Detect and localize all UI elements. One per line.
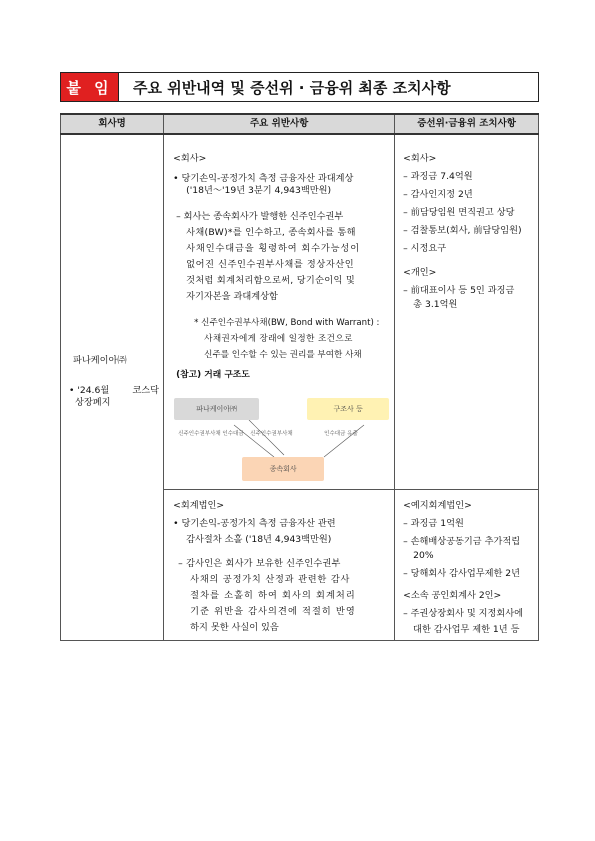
action-item: – 과징금 1억원 [403,518,464,529]
footnote-line: * 신주인수권부사채(BW, Bond with Warrant) : [194,318,380,328]
action-item: – 주권상장회사 및 지정회사에 [403,608,524,619]
page-title: 주요 위반내역 및 증선위 · 금융위 최종 조치사항 [133,78,451,97]
violation-desc-line: 절차를 소홀히 하여 회사의 회계처리 [190,590,356,601]
diagram-label: 신주인수권부사채 인수대금 [178,431,244,437]
violation-desc-line: – 감사인은 회사가 보유한 신주인수권부 [178,558,341,569]
footnote-line: 사채권자에게 장래에 일정한 조건으로 [204,334,353,344]
violation-desc-line: – 회사는 종속회사가 발행한 신주인수권부 [176,211,344,222]
arrow-line [324,425,364,457]
col-header-actions: 증선위·금융위 조치사항 [395,114,539,134]
section-heading: <예지회계법인> [403,500,472,511]
action-item: – 前담당임원 면직권고 상당 [403,207,515,218]
arrow-line [234,425,274,457]
col-header-violations: 주요 위반사항 [164,114,395,134]
violations-auditor-cell [164,490,395,641]
diagram-label: 인수대금 유출 [324,431,358,437]
violation-item-detail: 감사절차 소홀 ('18년 4,943백만원) [186,534,332,545]
violation-desc-line: 없어진 신주인수권부사채를 정상자산인 [186,259,355,270]
company-name: 파나케이아㈜ [73,355,127,366]
violation-item: • 당기손익-공정가치 측정 금융자산 관련 [173,518,336,529]
action-item: – 前대표이사 등 5인 과징금 [403,285,515,296]
section-heading: <회사> [403,153,437,164]
violation-desc-line: 것처럼 회계처리함으로써, 당기순이익 및 [186,275,356,286]
action-item: – 검찰통보(회사, 前담당임원) [403,225,522,236]
violation-item: • 당기손익-공정가치 측정 금융자산 과대계상 [173,173,354,184]
col-header-company: 회사명 [61,114,164,134]
action-item-detail: 20% [413,550,434,561]
action-item: – 시정요구 [403,243,447,254]
company-cell [61,134,164,641]
action-item-detail: 대한 감사업무 제한 1년 등 [413,624,520,635]
diagram-box-structure: 구조사 등 [307,398,389,420]
arrow-line [249,420,284,455]
violation-desc-line: 사채인수대금을 횡령하여 회수가능성이 [186,243,360,254]
delisting-line1: • '24.6월 코스닥 [69,385,159,396]
delisting-line2: 상장폐지 [75,397,111,408]
diagram-title: (참고) 거래 구조도 [176,370,250,380]
violation-desc-line: 사채의 공정가치 산정과 관련한 감사 [190,574,351,585]
actions-auditor-cell [395,490,539,641]
diagram-box-company: 파나케이아㈜ [174,398,259,420]
violation-desc-line: 자기자본을 과대계상함 [186,291,278,302]
diagram-label: 신주인수권부사채 [250,431,293,437]
violations-company-cell [164,134,395,490]
violation-desc-line: 기준 위반을 감사의견에 적절히 반영 [190,606,356,617]
violation-item-detail: ('18년～'19년 3분기 4,943백만원) [186,185,332,196]
footnote-line: 신주를 인수할 수 있는 권리를 부여한 사채 [204,350,362,360]
actions-company-cell [395,134,539,490]
section-heading: <소속 공인회계사 2인> [403,590,502,601]
action-item-detail: 총 3.1억원 [413,299,458,310]
section-heading: <회사> [173,153,207,164]
action-item: – 손해배상공동기금 추가적립 [403,536,521,547]
diagram-box-subsidiary: 종속회사 [242,457,324,481]
section-heading: <개인> [403,267,437,278]
action-item: – 당해회사 감사업무제한 2년 [403,568,520,579]
section-heading: <회계법인> [173,500,225,511]
violation-desc-line: 하지 못한 사실이 있음 [190,622,279,633]
action-item: – 과징금 7.4억원 [403,171,473,182]
table-row [61,134,539,490]
violations-table [60,113,539,641]
action-item: – 감사인지정 2년 [403,189,473,200]
table-header-row [61,114,539,134]
violation-desc-line: 사채(BW)*를 인수하고, 종속회사를 통해 [186,227,356,238]
attachment-badge: 붙 임 [60,72,119,102]
